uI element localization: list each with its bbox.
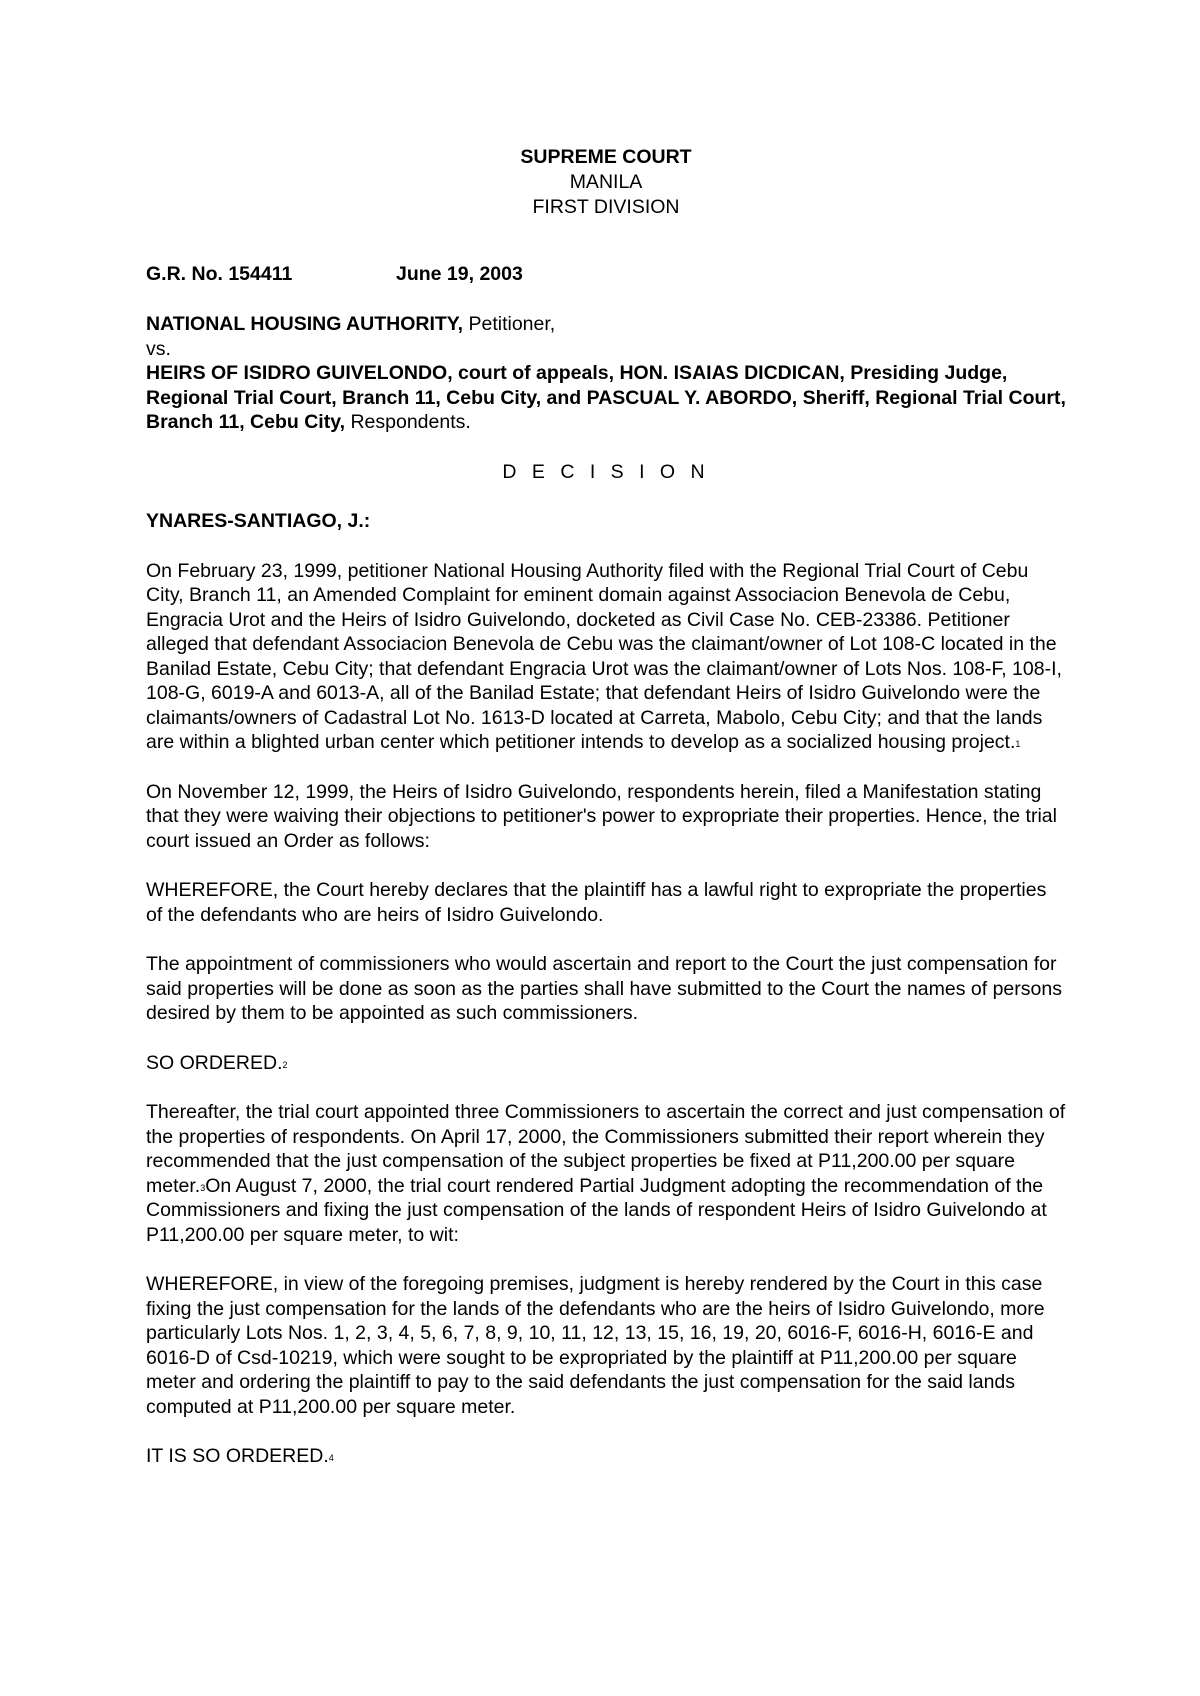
petitioner-line (146, 312, 1066, 337)
paragraph-text: On August 7, 2000, the trial court rendered Partial Judgment adopting the recommendation of the Commissioners and fixing the just compensation of the lands of respondent Heirs of Isidro Guivelondo at P11,200.00 per square meter, to wit: (146, 1174, 1047, 1246)
paragraph-3: WHEREFORE, the Court hereby declares that the plaintiff has a lawful right to expropriate the properties of the defendants who are heirs of Isidro Guivelondo. (146, 879, 1047, 926)
parties-block (146, 312, 1066, 435)
paragraph-1 (146, 559, 1066, 755)
paragraph-text: SO ORDERED. (146, 1051, 283, 1074)
paragraph-6 (146, 1100, 1066, 1247)
decision-date: June 19, 2003 (396, 263, 523, 285)
case-caption (146, 262, 1066, 287)
gr-number: G.R. No. 154411 (146, 263, 293, 285)
paragraph-7: WHEREFORE, in view of the foregoing premises, judgment is hereby rendered by the Court in this case fixing the just compensation for the lands of the defendants who are the heirs of Isidro Guivelondo, more particularly Lots Nos. 1, 2, 3, 4, 5, 6, 7, 8, 9, 10, 11, 12, 13, 15, 16, 19, 20, 6016-F, 6016-H, 6016-E and 6016-D of Csd-10219, which were sought to be expropriated by the plaintiff at P11,200.00 per square meter and ordering the plaintiff to pay to the said defendants the just compensation for the said lands computed at P11,200.00 per square meter. (146, 1273, 1045, 1418)
paragraph-text: On February 23, 1999, petitioner National Housing Authority filed with the Regional Trial Court of Cebu City, Branch 11, an Amended Complaint for eminent domain against Associacion Benevola de Cebu, Engracia Urot and the Heirs of Isidro Guivelondo, docketed as Civil Case No. CEB-23386. Petitioner alleged that defendant Associacion Benevola de Cebu was the claimant/owner of Lot 108-C located in the Banilad Estate, Cebu City; that defendant Engracia Urot was the claimant/owner of Lots Nos. 108-F, 108-I, 108-G, 6019-A and 6013-A, all of the Banilad Estate; that defendant Heirs of Isidro Guivelondo were the claimants/owners of Cadastral Lot No. 1613-D located at Carreta, Mabolo, Cebu City; and that the lands are within a blighted urban center which petitioner intends to develop as a socialized housing project. (146, 559, 1062, 753)
petitioner-name: NATIONAL HOUSING AUTHORITY, (146, 313, 464, 335)
paragraph-4: The appointment of commissioners who would ascertain and report to the Court the just compensation for said properties will be done as soon as the parties shall have submitted to the Court the names of persons desired by them to be appointed as such commissioners. (146, 953, 1062, 1024)
respondents-role: Respondents. (345, 411, 471, 433)
footnote-ref[interactable]: 2 (282, 1059, 288, 1070)
document-page (146, 145, 1066, 1469)
paragraph-text: Thereafter, the trial court appointed three Commissioners to ascertain the correct and just compensation of the properties of respondents. On April 17, 2000, the Commissioners submitted their report wherein they recommended that the just compensation of the subject properties be fixed at P11,200.00 per square meter. (146, 1101, 1066, 1197)
respondents-names: HEIRS OF ISIDRO GUIVELONDO, court of appeals, HON. ISAIAS DICDICAN, Presiding Judge, Regional Trial Court, Branch 11, Cebu City, and PASCUAL Y. ABORDO, Sheriff, Regional Trial Court, Branch 11, Cebu City, (146, 362, 1066, 433)
court-header (146, 145, 1066, 220)
petitioner-role: Petitioner, (463, 313, 556, 335)
court-division: FIRST DIVISION (532, 196, 680, 218)
paragraph-text: IT IS SO ORDERED. (146, 1445, 329, 1467)
court-city: MANILA (569, 171, 643, 193)
respondents-line (146, 361, 1066, 435)
ponente: YNARES-SANTIAGO, J.: (146, 510, 371, 532)
paragraph-2: On November 12, 1999, the Heirs of Isidro Guivelondo, respondents herein, filed a Manifestation stating that they were waiving their objections to petitioner's power to expropriate their properties. Hence, the trial court issued an Order as follows: (146, 780, 1057, 852)
versus: vs. (146, 337, 171, 360)
court-name: SUPREME COURT (520, 146, 692, 168)
decision-title: D E C I S I O N (502, 460, 710, 483)
paragraph-8 (146, 1444, 1066, 1469)
footnote-ref[interactable]: 4 (328, 1453, 334, 1463)
footnote-ref[interactable]: 3 (200, 1182, 206, 1193)
footnote-ref[interactable]: 1 (1015, 739, 1021, 749)
paragraph-5 (146, 1051, 1066, 1076)
